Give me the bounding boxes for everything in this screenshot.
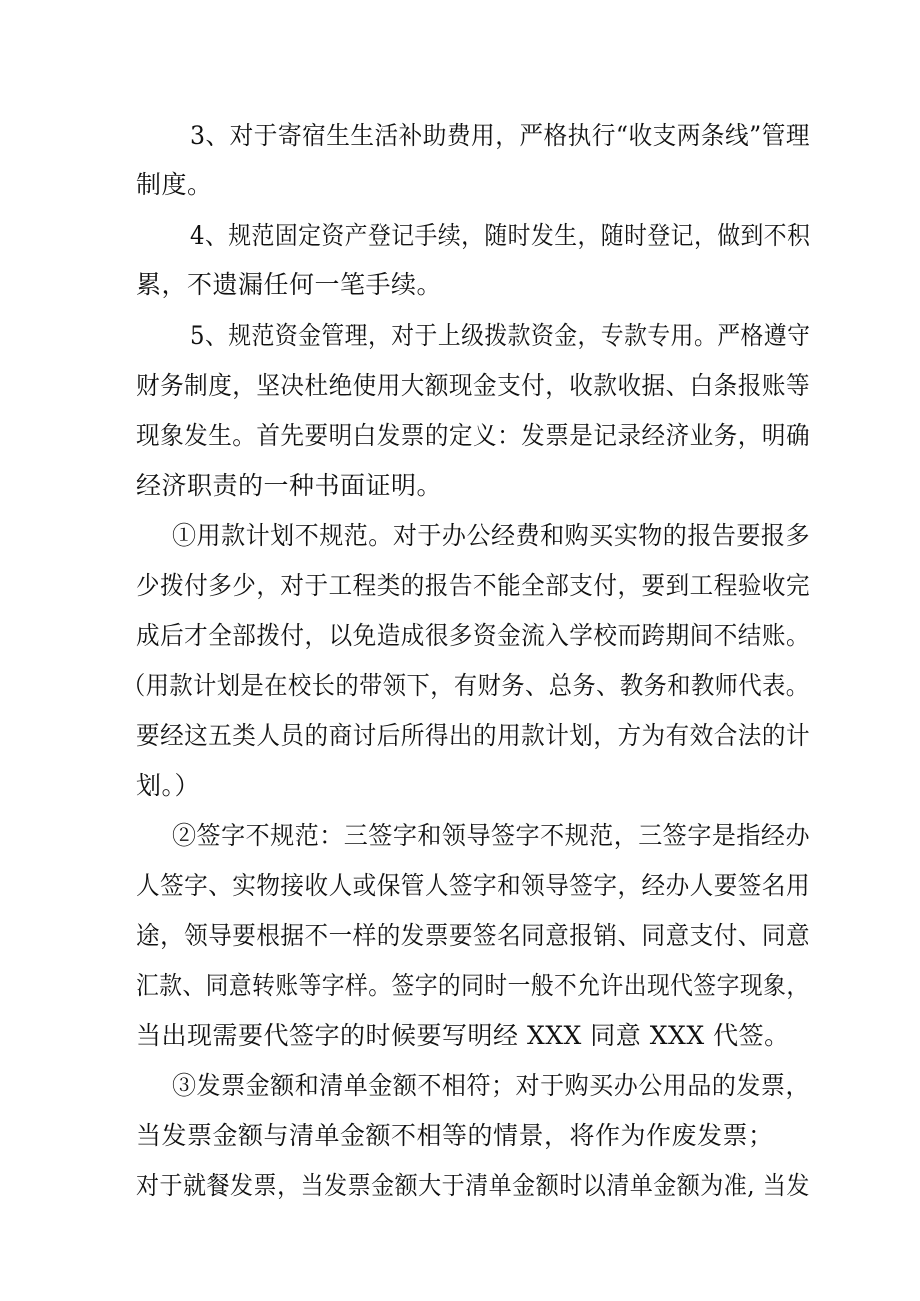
text-line: （用款计划是在校长的带领下，有财务、总务、教务和教师代表。 bbox=[122, 671, 810, 700]
text-line: 5、规范资金管理，对于上级拨款资金，专款专用。严格遵守 bbox=[190, 321, 811, 350]
text-line: 累，不遗漏任何一笔手续。 bbox=[136, 270, 443, 299]
text-line: 要经这五类人员的商讨后所得出的用款计划，方为有效合法的计 bbox=[136, 721, 811, 750]
text-line: 现象发生。首先要明白发票的定义：发票是记录经济业务，明确 bbox=[136, 421, 811, 450]
text-line: 财务制度，坚决杜绝使用大额现金支付，收款收据、白条报账等 bbox=[136, 371, 811, 400]
text-line: 少拨付多少，对于工程类的报告不能全部支付，要到工程验收完 bbox=[136, 571, 811, 600]
text-line: 对于就餐发票，当发票金额大于清单金额时以清单金额为准, 当发 bbox=[136, 1171, 810, 1200]
text-line: 汇款、同意转账等字样。签字的同时一般不允许出现代签字现象， bbox=[136, 971, 810, 1000]
text-line: 制度。 bbox=[136, 170, 213, 199]
text-line: 划。） bbox=[136, 771, 201, 800]
text-line: 经济职责的一种书面证明。 bbox=[136, 471, 443, 500]
text-line: 途，领导要根据不一样的发票要签名同意报销、同意支付、同意 bbox=[136, 921, 811, 950]
text-line: 人签字、实物接收人或保管人签字和领导签字，经办人要签名用 bbox=[136, 871, 811, 900]
text-line: ③发票金额和清单金额不相符；对于购买办公用品的发票， bbox=[172, 1071, 811, 1100]
text-line: 4、规范固定资产登记手续，随时发生，随时登记，做到不积 bbox=[190, 221, 811, 250]
text-line: 3、对于寄宿生生活补助费用，严格执行“收支两条线”管理 bbox=[190, 121, 811, 150]
text-line: 成后才全部拨付，以免造成很多资金流入学校而跨期间不结账。 bbox=[136, 621, 811, 650]
text-line: 当发票金额与清单金额不相等的情景，将作为作废发票； bbox=[136, 1121, 774, 1150]
text-line: ②签字不规范：三签字和领导签字不规范，三签字是指经办 bbox=[172, 821, 811, 850]
text-line: 当出现需要代签字的时候要写明经 XXX 同意 XXX 代签。 bbox=[136, 1021, 790, 1050]
text-line: ①用款计划不规范。对于办公经费和购买实物的报告要报多 bbox=[172, 521, 811, 550]
